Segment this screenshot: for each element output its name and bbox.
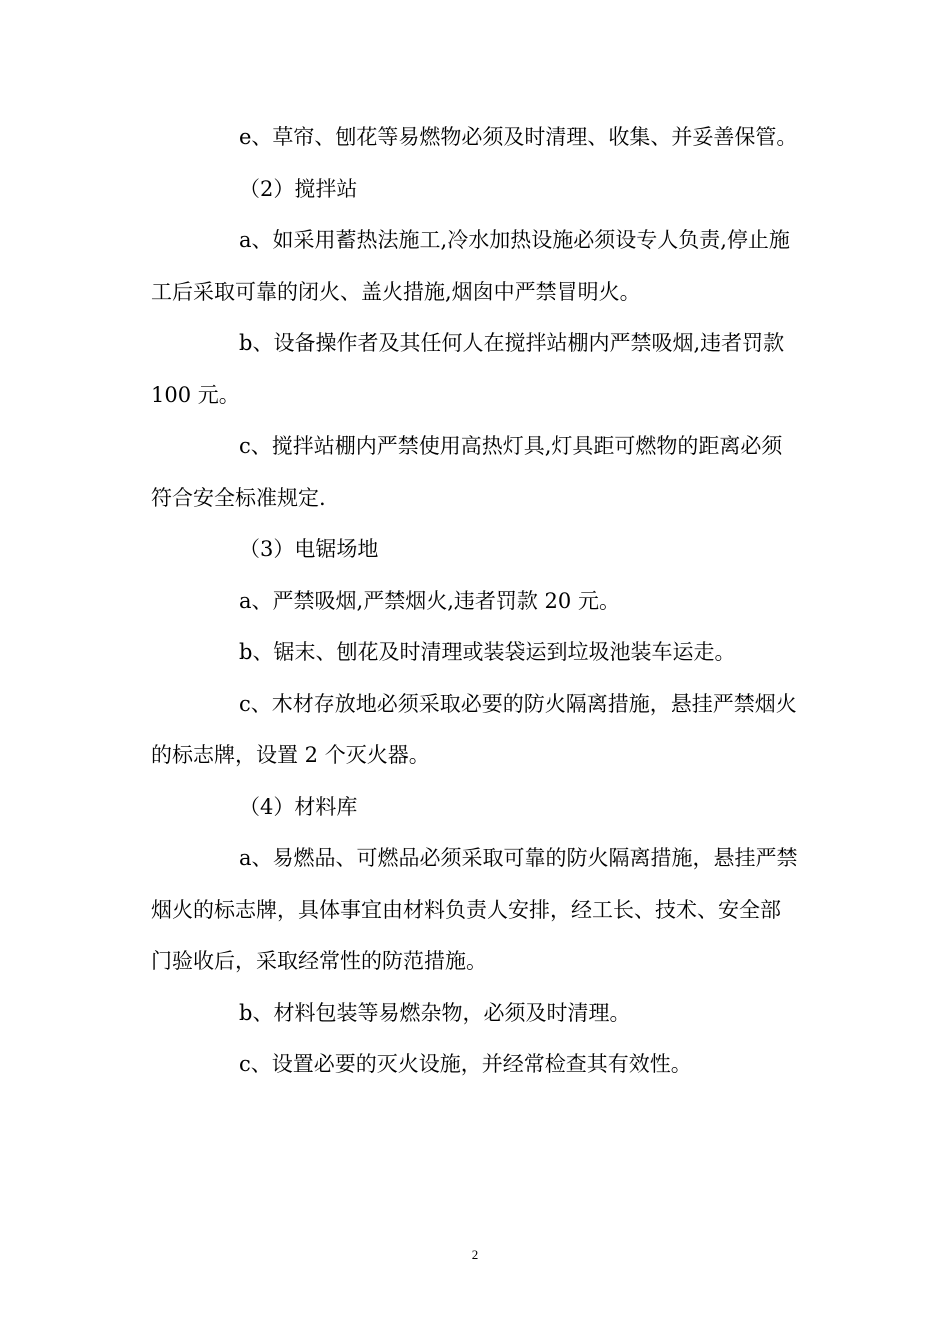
paragraph-warehouse-b: b、材料包装等易燃杂物，必须及时清理。 [239,1000,631,1025]
heading-material-warehouse: （4）材料库 [239,794,358,819]
paragraph-warehouse-c: c、设置必要的灭火设施，并经常检查其有效性。 [239,1052,692,1076]
paragraph-straw-mats: e、草帘、刨花等易燃物必须及时清理、收集、并妥善保管。 [239,125,798,149]
paragraph-mixing-station-c: c、搅拌站棚内严禁使用高热灯具,灯具距可燃物的距离必须符合安全标准规定. [151,434,783,510]
page-number: 2 [471,1247,479,1262]
heading-electric-saw-site: （3）电锯场地 [239,537,379,561]
heading-mixing-station: （2）搅拌站 [239,176,358,201]
paragraph-mixing-station-b: b、设备操作者及其任何人在搅拌站棚内严禁吸烟,违者罚款 100 元。 [151,331,785,407]
paragraph-mixing-station-a: a、如采用蓄热法施工,冷水加热设施必须设专人负责,停止施工后采取可靠的闭火、盖火措施,烟囱中严禁冒明火。 [151,228,790,304]
paragraph-warehouse-a: a、易燃品、可燃品必须采取可靠的防火隔离措施，悬挂严禁烟火的标志牌，具体事宜由材料负责人安排，经工长、技术、安全部门验收后，采取经常性的防范措施。 [151,846,798,973]
document-body [151,112,801,1091]
paragraph-saw-site-c: c、木材存放地必须采取必要的防火隔离措施，悬挂严禁烟火的标志牌，设置 2 个灭火器。 [151,691,797,767]
paragraph-saw-site-a: a、严禁吸烟,严禁烟火,违者罚款 20 元。 [239,588,620,613]
paragraph-saw-site-b: b、锯末、刨花及时清理或装袋运到垃圾池装车运走。 [239,640,736,664]
